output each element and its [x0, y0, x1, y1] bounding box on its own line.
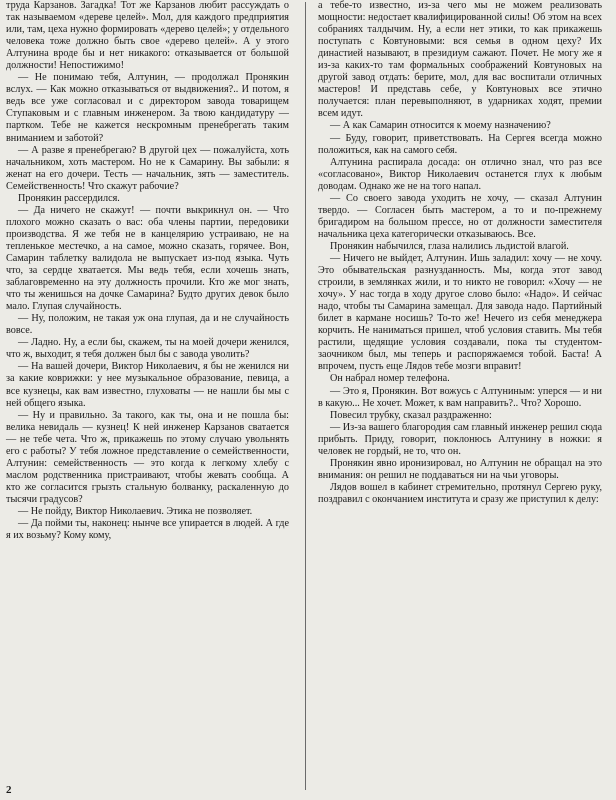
paragraph: — Да ничего не скажут! — почти выкрикнул он. — Что плохого можно сказать о вас: оба члены партии, передовики производства. Я же тебя не в канцелярию устраиваю, не на тепленькое местечко, а на самое, можно сказать, горячее. Вон, Самарин таблетку валидола не выпускает из-под языка. Чуть что, за сердце хватается. Мы ведь тебя, если хочешь знать, заблаговременно на эту должность прочили. Кто же мог знать, что ты женишься на дочке Самарина? Будто других девок было мало. Глупая случайность.: [6, 204, 289, 313]
paragraph: труда Карзанов. Загадка! Тот же Карзанов любит рассуждать о так называемом «дереве целей». Мол, для каждого предприятия или, там, цеха нужно формировать «дерево целей»; у отдельного человека тоже должно быть свое «дерево целей». А у этого Алтунина вроде бы и нет никакого: отказывается от большой должности! Непостижимо!: [6, 0, 289, 72]
paragraph: Пронякин рассердился.: [18, 192, 120, 204]
paragraph: — Ладно. Ну, а если бы, скажем, ты на моей дочери женился, что ж, выходит, я тебя должен был бы с завода уволить?: [6, 337, 289, 361]
paragraph: Повесил трубку, сказал раздраженно:: [330, 409, 492, 421]
paragraph: — Из-за вашего благородия сам главный инженер решил сюда прибыть. Приду, говорит, поклонюсь Алтунину в ножки: я человек не гордый, не то, что он.: [318, 421, 602, 457]
column-divider: [305, 2, 306, 790]
paragraph: Пронякин явно иронизировал, но Алтунин не обращал на это внимания: он решил не поддаваться ни на чьи уговоры.: [318, 457, 602, 481]
paragraph: — Это я, Пронякин. Вот вожусь с Алтуниным: уперся — и ни в какую... Не хочет. Может, к вам направить?.. Что? Хорошо.: [318, 385, 602, 409]
paragraph: — Буду, говорит, приветствовать. На Сергея всегда можно положиться, как на самого себя.: [318, 132, 602, 156]
paragraph: Он набрал номер телефона.: [330, 373, 450, 385]
right-text-column: [318, 0, 602, 506]
page-number: 2: [6, 784, 12, 796]
paragraph: — Да пойми ты, наконец: нынче все упирается в людей. А где я их возьму? Кому кому,: [6, 518, 289, 542]
left-text-column: [6, 0, 289, 542]
paragraph: — На вашей дочери, Виктор Николаевич, я бы не женился ни за какие коврижки: у нее музыкальное образование, певица, а все кузнецы, как вам известно, глуховаты — не нашли бы мы с ней общего языка.: [6, 361, 289, 409]
paragraph: — Ну и правильно. За такого, как ты, она и не пошла бы: велика невидаль — кузнец! К ней инженер Карзанов сватается — не тебе чета. Что ж, прикажешь по этому случаю увольнять его с работы? У тебя ложное представление о семейственности, Алтунин: семейственность — это когда к легкому хлебу с маслом родственника пристраивают, чтобы жевать сообща. А кто же согласится грызть стальную болванку, раскаленную до тысячи градусов?: [6, 409, 289, 505]
paragraph: — Ну, положим, не такая уж она глупая, да и не случайность вовсе.: [6, 313, 289, 337]
paragraph: Пронякин набычился, глаза налились льдистой влагой.: [330, 240, 569, 252]
paragraph: Лядов вошел в кабинет стремительно, протянул Сергею руку, поздравил с окончанием института и сразу же приступил к делу:: [318, 481, 602, 505]
paragraph: — Со своего завода уходить не хочу, — сказал Алтунин твердо. — Согласен быть мастером, а то и по-прежнему бригадиром на большом прессе, но от должности заместителя начальника цеха категорически отказываюсь. Все.: [318, 192, 602, 240]
paragraph: — Не понимаю тебя, Алтунин, — продолжал Пронякин вслух. — Как можно отказываться от выдвижения?.. И потом, я ведь все уже согласовал и с директором завода товарищем Ступаковым и с главным инженером. За твою кандидатуру — партком. Тебе не кажется нескромным пренебрегать таким вниманием и заботой?: [6, 72, 289, 144]
paragraph: — Ничего не выйдет, Алтунин. Ишь заладил: хочу — не хочу. Это обывательская разнузданность. Мы, когда этот завод строили, в землянках жили, и то никто не говорил: «Хочу — не хочу». У нас тогда в ходу другое слово было: «Надо». И сейчас надо, чтобы ты Самарина замещал. Для завода надо. Партийный билет в кармане носишь? То-то же! Нечего из себя менеджера корчить. Не наниматься пришел, чтоб условия ставить. Мы тебя растили, щедящие условия создавали, пока ты студентом-заочником был, мы теперь и распоряжаемся тобой. Баста! А впрочем, пусть еще Лядов тебе мозги вправит!: [318, 252, 602, 373]
paragraph: Алтунина распирала досада: он отлично знал, что раз все «согласовано», Виктор Николаевич останется глух к любым доводам. Однако же не на того напал.: [318, 156, 602, 192]
paragraph: — А как Самарин относится к моему назначению?: [330, 120, 551, 132]
paragraph: а тебе-то известно, из-за чего мы не можем реализовать мощности: недостает квалифицированной силы! Об этом на всех собраниях талдычим. Ну, а если нет этики, то как прикажешь поступать с Ковтуновыми: вся семья в одном цеху? Их династией называют, в президиум сажают. Почет. Не могу же я из-за каких-то там формальных соображений Ковтуновых на другой завод отдать: берите, мол, для вас воспитали отличных мастеров! И представь себе, у Ковтуновых все этично получается: план перевыполняют, в ударниках ходят, премии всем идут.: [318, 0, 602, 120]
paragraph: — А разве я пренебрегаю? В другой цех — пожалуйста, хоть начальником, хоть мастером. Но не к Самарину. Вы забыли: я женат на его дочери. Тесть — начальник, зять — заместитель. Семейственность! Что скажут рабочие?: [6, 144, 289, 192]
paragraph: — Не пойду, Виктор Николаевич. Этика не позволяет.: [18, 505, 253, 517]
